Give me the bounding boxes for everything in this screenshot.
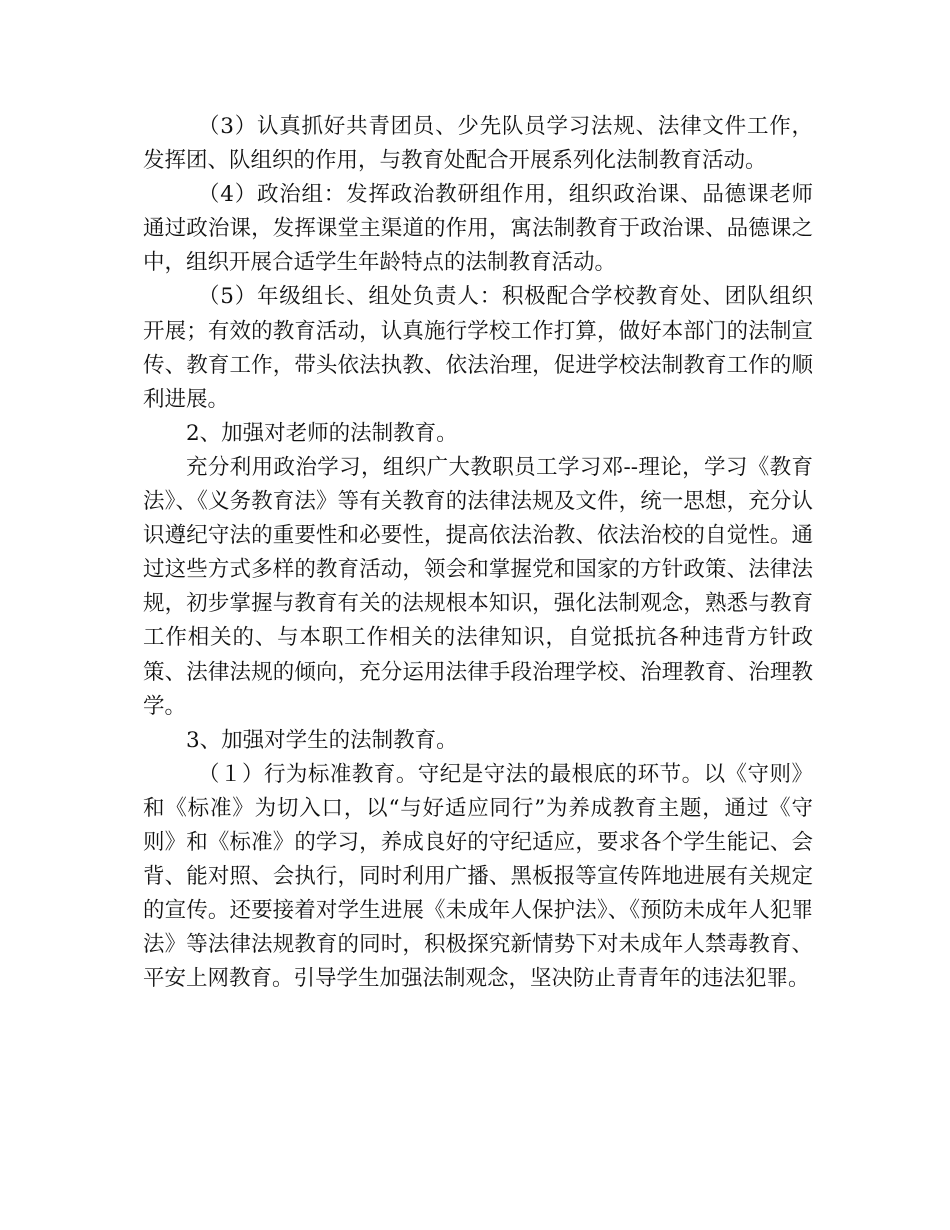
heading-teacher-legal-education: 2、加强对老师的法制教育。 [186,420,458,446]
paragraph-youth-league-work: （3）认真抓好共青团员、少先队员学习法规、法律文件工作，发挥团、队组织的作用，与教育处配合开展系列化法制教育活动。 [143,114,813,174]
heading-student-legal-education: 3、加强对学生的法制教育。 [186,727,458,753]
document-body [143,110,813,996]
paragraph-politics-group: （4）政治组：发挥政治教研组作用，组织政治课、品德课老师通过政治课，发挥课堂主渠道的作用，寓法制教育于政治课、品德课之中，组织开展合适学生年龄特点的法制教育活动。 [143,182,813,276]
paragraph-grade-leaders: （5）年级组长、组处负责人：积极配合学校教育处、团队组织开展；有效的教育活动，认真施行学校工作打算，做好本部门的法制宣传、教育工作，带头依法执教、依法治理，促进学校法制教育工作的顺利进展。 [143,284,813,412]
paragraph-behavior-standards: （１）行为标准教育。守纪是守法的最根底的环节。以《守则》和《标准》为切入口，以“与好适应同行”为养成教育主题，通过《守则》和《标准》的学习，养成良好的守纪适应，要求各个学生能记、会背、能对照、会执行，同时利用广播、黑板报等宣传阵地进展有关规定的宣传。还要接着对学生进展《未成年人保护法》、《预防未成年人犯罪法》等法律法规教育的同时，积极探究新情势下对未成年人禁毒教育、平安上网教育。引导学生加强法制观念，坚决防止青青年的违法犯罪。 [143,761,813,992]
paragraph-teacher-study: 充分利用政治学习，组织广大教职员工学习邓--理论，学习《教育法》、《义务教育法》等有关教育的法律法规及文件，统一思想，充分认识遵纪守法的重要性和必要性，提高依法治教、依法治校的自觉性。通过这些方式多样的教育活动，领会和掌握党和国家的方针政策、法律法规，初步掌握与教育有关的法规根本知识，强化法制观念，熟悉与教育工作相关的、与本职工作相关的法律知识，自觉抵抗各种违背方针政策、法律法规的倾向，充分运用法律手段治理学校、治理教育、治理教学。 [143,454,813,719]
